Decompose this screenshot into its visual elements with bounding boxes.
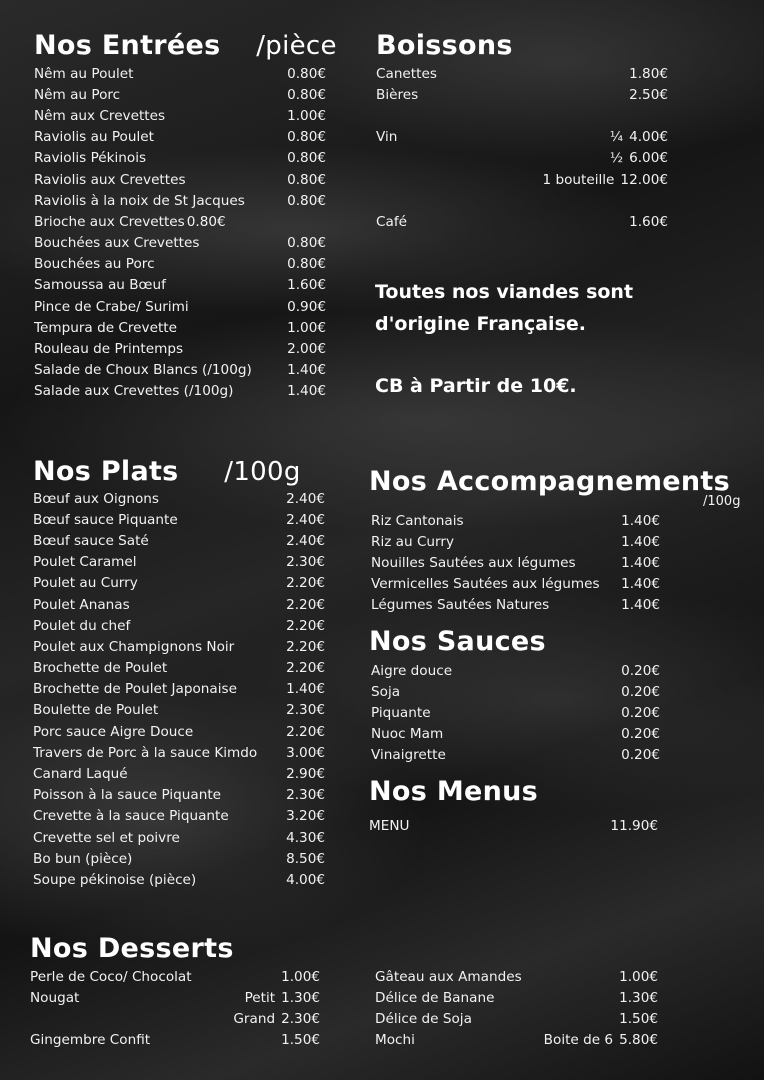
item-name: Vinaigrette bbox=[371, 747, 446, 764]
list-item bbox=[376, 211, 668, 232]
item-option: Boite de 6 bbox=[543, 1032, 614, 1049]
item-name: Soja bbox=[371, 683, 401, 700]
list-item bbox=[34, 169, 326, 190]
desserts-list-right bbox=[375, 966, 658, 1051]
item-name: Aigre douce bbox=[371, 662, 453, 679]
item-name: Rouleau de Printemps bbox=[34, 341, 184, 358]
list-item bbox=[34, 338, 326, 359]
list-item bbox=[371, 681, 660, 702]
item-name: Raviolis aux Crevettes bbox=[34, 171, 186, 188]
list-item bbox=[33, 658, 325, 679]
item-name: Crevette à la sauce Piquante bbox=[33, 808, 229, 825]
item-name: Poulet Ananas bbox=[33, 596, 130, 613]
item-name: Nouilles Sautées aux légumes bbox=[371, 554, 576, 571]
item-name: Canettes bbox=[376, 65, 437, 82]
list-item bbox=[375, 987, 658, 1008]
item-price: 0.80€ bbox=[287, 235, 326, 252]
item-price: 1.00€ bbox=[619, 968, 658, 985]
list-item bbox=[34, 381, 326, 402]
item-price: 0.80€ bbox=[287, 171, 326, 188]
list-item bbox=[371, 702, 660, 723]
item-price: 5.80€ bbox=[619, 1032, 658, 1049]
item-price: 1.00€ bbox=[287, 107, 326, 124]
sauces-list bbox=[369, 660, 660, 766]
list-item bbox=[33, 763, 325, 784]
item-price: 2.40€ bbox=[286, 511, 325, 528]
list-item bbox=[375, 1030, 658, 1051]
item-name: Brioche aux Crevettes bbox=[34, 213, 185, 230]
item-name: Nougat bbox=[30, 989, 80, 1006]
list-item bbox=[33, 594, 325, 615]
item-price: 0.20€ bbox=[621, 726, 660, 743]
list-item bbox=[33, 530, 325, 551]
list-item bbox=[33, 573, 325, 594]
item-name: Café bbox=[376, 213, 407, 230]
item-price: 1.60€ bbox=[287, 277, 326, 294]
item-price: 1.40€ bbox=[287, 383, 326, 400]
item-price: 1.40€ bbox=[621, 554, 660, 571]
item-option: Grand bbox=[233, 1010, 276, 1027]
entrees-list bbox=[34, 63, 326, 402]
item-price: 2.20€ bbox=[286, 660, 325, 677]
item-name: Poulet aux Champignons Noir bbox=[33, 638, 235, 655]
list-item bbox=[33, 806, 325, 827]
item-price: 2.30€ bbox=[286, 554, 325, 571]
item-name: Raviolis Pékinois bbox=[34, 150, 147, 167]
item-name: Travers de Porc à la sauce Kimdo bbox=[33, 744, 258, 761]
item-name: Tempura de Crevette bbox=[34, 319, 177, 336]
item-name: Poulet du chef bbox=[33, 617, 131, 634]
entrees-heading bbox=[34, 30, 344, 62]
list-item bbox=[30, 1008, 320, 1029]
list-item bbox=[34, 63, 326, 84]
item-name: Soupe pékinoise (pièce) bbox=[33, 871, 197, 888]
desserts-list-left bbox=[30, 966, 320, 1051]
item-price: 2.00€ bbox=[287, 341, 326, 358]
list-item bbox=[34, 254, 326, 275]
plats-list bbox=[33, 488, 325, 891]
item-price: 4.00€ bbox=[629, 129, 668, 146]
list-item bbox=[33, 700, 325, 721]
item-price: 2.20€ bbox=[286, 596, 325, 613]
item-price: 2.20€ bbox=[286, 638, 325, 655]
item-price: 0.80€ bbox=[287, 150, 326, 167]
notes bbox=[375, 276, 633, 402]
menus-title: Nos Menus bbox=[369, 776, 539, 807]
list-item bbox=[34, 275, 326, 296]
list-item bbox=[33, 679, 325, 700]
list-item bbox=[33, 742, 325, 763]
item-name: Nêm au Poulet bbox=[34, 65, 134, 82]
item-name: MENU bbox=[369, 817, 410, 834]
item-price: 0.20€ bbox=[621, 747, 660, 764]
item-name: Bo bun (pièce) bbox=[33, 850, 133, 867]
list-item bbox=[371, 724, 660, 745]
item-name: Mochi bbox=[375, 1032, 415, 1049]
item-name: Poisson à la sauce Piquante bbox=[33, 787, 222, 804]
accompagnements-title: Nos Accompagnements bbox=[369, 466, 730, 497]
list-item bbox=[34, 296, 326, 317]
item-price: 2.40€ bbox=[286, 490, 325, 507]
item-name: Samoussa au Bœuf bbox=[34, 277, 166, 294]
sauces-title: Nos Sauces bbox=[369, 626, 546, 657]
item-name: Légumes Sautées Natures bbox=[371, 597, 550, 614]
item-price: 1.40€ bbox=[621, 533, 660, 550]
list-item bbox=[33, 785, 325, 806]
item-price: 0.90€ bbox=[287, 298, 326, 315]
entrees-unit: /pièce bbox=[256, 31, 337, 61]
item-price: 1.80€ bbox=[629, 65, 668, 82]
item-name: Perle de Coco/ Chocolat bbox=[30, 968, 192, 985]
item-name: Piquante bbox=[371, 704, 431, 721]
item-name: Salade de Choux Blancs (/100g) bbox=[34, 362, 252, 379]
item-price: 0.80€ bbox=[287, 192, 326, 209]
menus-list bbox=[369, 815, 658, 836]
item-price: 0.20€ bbox=[621, 662, 660, 679]
item-price: 1.40€ bbox=[621, 512, 660, 529]
list-item bbox=[33, 488, 325, 509]
card-payment-note: CB à Partir de 10€. bbox=[375, 375, 577, 397]
item-price: 3.20€ bbox=[286, 808, 325, 825]
item-price: 8.50€ bbox=[286, 850, 325, 867]
list-item bbox=[376, 84, 668, 105]
item-name: Poulet au Curry bbox=[33, 575, 138, 592]
list-item bbox=[34, 84, 326, 105]
list-item bbox=[34, 317, 326, 338]
item-name: Bières bbox=[376, 86, 419, 103]
section-sauces bbox=[369, 626, 669, 766]
list-item bbox=[33, 636, 325, 657]
item-name: Boulette de Poulet bbox=[33, 702, 159, 719]
list-item bbox=[371, 595, 660, 616]
list-item bbox=[34, 360, 326, 381]
item-price: 2.40€ bbox=[286, 532, 325, 549]
item-price: 1.30€ bbox=[619, 989, 658, 1006]
desserts-title: Nos Desserts bbox=[30, 933, 234, 964]
accompagnements-list bbox=[369, 510, 660, 616]
origin-note-line1: Toutes nos viandes sont bbox=[375, 281, 634, 303]
list-item bbox=[34, 105, 326, 126]
list-item bbox=[33, 509, 325, 530]
list-item bbox=[33, 827, 325, 848]
accompagnements-unit: /100g bbox=[703, 494, 741, 509]
item-price: 0.80€ bbox=[287, 129, 326, 146]
item-price: 1.30€ bbox=[281, 989, 320, 1006]
spacer bbox=[376, 190, 668, 211]
list-item bbox=[376, 169, 668, 190]
list-item bbox=[371, 745, 660, 766]
item-name: Nêm au Porc bbox=[34, 86, 121, 103]
list-item bbox=[376, 148, 668, 169]
item-name: Pince de Crabe/ Surimi bbox=[34, 298, 189, 315]
item-name: Salade aux Crevettes (/100g) bbox=[34, 383, 234, 400]
item-name: Riz au Curry bbox=[371, 533, 455, 550]
list-item bbox=[33, 848, 325, 869]
list-item bbox=[33, 615, 325, 636]
item-price: 1.50€ bbox=[281, 1032, 320, 1049]
item-price: 2.30€ bbox=[281, 1010, 320, 1027]
item-price: 1.40€ bbox=[621, 576, 660, 593]
list-item bbox=[376, 63, 668, 84]
spacer bbox=[376, 105, 668, 126]
item-name: Bœuf aux Oignons bbox=[33, 490, 160, 507]
item-price: 1.00€ bbox=[287, 319, 326, 336]
item-option: ½ bbox=[609, 150, 624, 167]
item-option: 1 bouteille bbox=[542, 171, 615, 188]
list-item bbox=[34, 233, 326, 254]
plats-unit: /100g bbox=[224, 457, 301, 487]
item-price: 1.40€ bbox=[621, 597, 660, 614]
item-name: Vin bbox=[376, 129, 398, 146]
list-item bbox=[33, 869, 325, 890]
list-item bbox=[34, 190, 326, 211]
list-item bbox=[34, 148, 326, 169]
list-item bbox=[30, 966, 320, 987]
list-item bbox=[371, 574, 660, 595]
item-price: 4.30€ bbox=[286, 829, 325, 846]
list-item bbox=[34, 211, 326, 232]
item-price: 0.80€ bbox=[287, 65, 326, 82]
item-price: 2.30€ bbox=[286, 702, 325, 719]
item-name: Délice de Banane bbox=[375, 989, 495, 1006]
list-item bbox=[34, 127, 326, 148]
plats-heading bbox=[33, 456, 343, 488]
section-plats bbox=[33, 456, 343, 891]
list-item bbox=[371, 660, 660, 681]
list-item bbox=[33, 552, 325, 573]
item-price: 2.30€ bbox=[286, 787, 325, 804]
item-name: Crevette sel et poivre bbox=[33, 829, 180, 846]
item-price: 0.20€ bbox=[621, 704, 660, 721]
item-price: 0.80€ bbox=[287, 86, 326, 103]
list-item bbox=[371, 510, 660, 531]
boissons-list bbox=[376, 63, 668, 233]
item-price: 2.20€ bbox=[286, 575, 325, 592]
list-item bbox=[33, 721, 325, 742]
item-price: 1.60€ bbox=[629, 213, 668, 230]
item-name: Vermicelles Sautées aux légumes bbox=[371, 576, 600, 593]
plats-title: Nos Plats bbox=[33, 456, 179, 487]
item-name: Brochette de Poulet Japonaise bbox=[33, 681, 237, 698]
list-item bbox=[376, 127, 668, 148]
item-name: Raviolis à la noix de St Jacques bbox=[34, 192, 245, 209]
list-item bbox=[371, 531, 660, 552]
list-item bbox=[30, 1030, 320, 1051]
item-name: Brochette de Poulet bbox=[33, 660, 168, 677]
item-price: 2.20€ bbox=[286, 723, 325, 740]
item-price: 2.90€ bbox=[286, 766, 325, 783]
item-name: Bouchées au Porc bbox=[34, 256, 155, 273]
item-name: Nuoc Mam bbox=[371, 726, 444, 743]
item-option: ¼ bbox=[609, 129, 624, 146]
item-price: 6.00€ bbox=[629, 150, 668, 167]
section-menus bbox=[369, 776, 669, 836]
item-name: Gâteau aux Amandes bbox=[375, 968, 522, 985]
item-name: Bœuf sauce Piquante bbox=[33, 511, 178, 528]
list-item bbox=[371, 552, 660, 573]
entrees-title: Nos Entrées bbox=[34, 30, 221, 61]
item-price: 1.50€ bbox=[619, 1010, 658, 1027]
list-item bbox=[369, 815, 658, 836]
item-name: Riz Cantonais bbox=[371, 512, 464, 529]
list-item bbox=[375, 966, 658, 987]
list-item bbox=[375, 1008, 658, 1029]
item-price: 0.20€ bbox=[621, 683, 660, 700]
item-price: 2.50€ bbox=[629, 86, 668, 103]
item-price: 12.00€ bbox=[620, 171, 668, 188]
item-price: 1.00€ bbox=[281, 968, 320, 985]
item-price: 0.80€ bbox=[186, 213, 226, 230]
boissons-title: Boissons bbox=[376, 30, 513, 61]
item-name: Gingembre Confit bbox=[30, 1032, 151, 1049]
item-price: 0.80€ bbox=[287, 256, 326, 273]
section-desserts bbox=[30, 933, 670, 1049]
origin-note-line2: d'origine Française. bbox=[375, 313, 586, 335]
item-name: Nêm aux Crevettes bbox=[34, 107, 166, 124]
item-name: Poulet Caramel bbox=[33, 554, 137, 571]
list-item bbox=[30, 987, 320, 1008]
item-name: Bœuf sauce Saté bbox=[33, 532, 149, 549]
item-price: 1.40€ bbox=[287, 362, 326, 379]
item-name: Délice de Soja bbox=[375, 1010, 472, 1027]
item-price: 3.00€ bbox=[286, 744, 325, 761]
item-name: Porc sauce Aigre Douce bbox=[33, 723, 194, 740]
item-price: 1.40€ bbox=[286, 681, 325, 698]
item-name: Bouchées aux Crevettes bbox=[34, 235, 200, 252]
item-price: 4.00€ bbox=[286, 871, 325, 888]
section-accompagnements bbox=[369, 466, 749, 616]
item-price: 2.20€ bbox=[286, 617, 325, 634]
item-option: Petit bbox=[244, 989, 276, 1006]
item-name: Canard Laqué bbox=[33, 766, 128, 783]
section-entrees bbox=[34, 30, 344, 402]
section-boissons bbox=[376, 30, 668, 233]
item-price: 11.90€ bbox=[610, 817, 658, 834]
item-name: Raviolis au Poulet bbox=[34, 129, 154, 146]
